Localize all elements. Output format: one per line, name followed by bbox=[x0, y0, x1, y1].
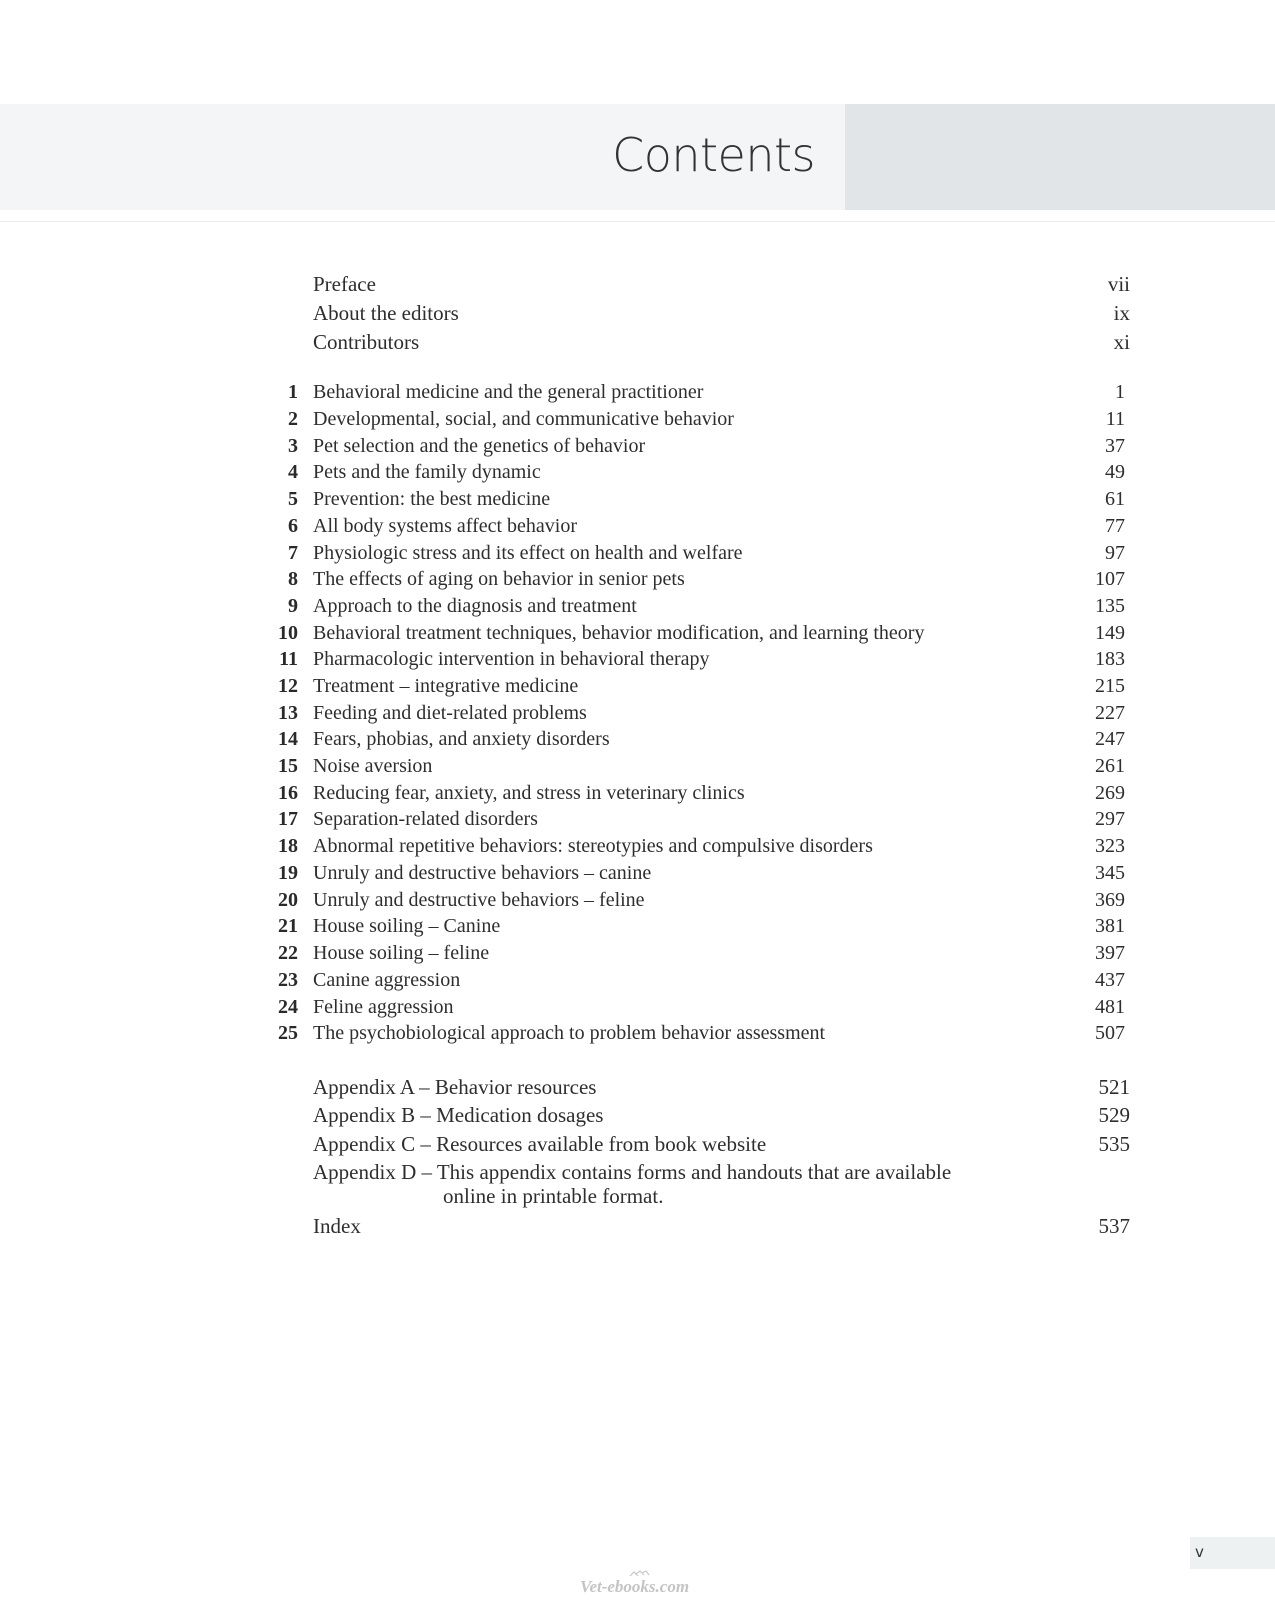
chapter-title: Pets and the family dynamic bbox=[313, 461, 541, 483]
toc-entry-title: Contributors bbox=[313, 330, 420, 354]
chapter-page: 37 bbox=[1105, 435, 1125, 457]
chapter-page: 507 bbox=[1095, 1022, 1125, 1044]
toc-chapter-7[interactable] bbox=[260, 541, 1130, 565]
chapter-page: 369 bbox=[1095, 889, 1125, 911]
chapter-title: Abnormal repetitive behaviors: stereotypies and compulsive disorders bbox=[313, 835, 873, 857]
chapter-title: All body systems affect behavior bbox=[313, 515, 578, 537]
toc-entry-preface[interactable] bbox=[260, 272, 1130, 296]
toc-chapter-10[interactable] bbox=[260, 621, 1130, 645]
chapter-title: Separation-related disorders bbox=[313, 808, 538, 830]
chapter-number: 6 bbox=[288, 515, 298, 537]
chapter-page: 77 bbox=[1105, 515, 1125, 537]
chapter-page: 135 bbox=[1095, 595, 1125, 617]
chapter-number: 20 bbox=[278, 889, 298, 911]
chapter-page: 61 bbox=[1105, 488, 1125, 510]
chapter-page: 1 bbox=[1115, 381, 1125, 403]
chapter-number: 8 bbox=[288, 568, 298, 590]
toc-chapter-22[interactable] bbox=[260, 941, 1130, 965]
chapter-title: Unruly and destructive behaviors – feline bbox=[313, 889, 645, 911]
chapter-page: 215 bbox=[1095, 675, 1125, 697]
toc-entry-title: Appendix D – This appendix contains forms and handouts that are available bbox=[313, 1160, 952, 1184]
toc-chapter-23[interactable] bbox=[260, 968, 1130, 992]
chapter-title: Fears, phobias, and anxiety disorders bbox=[313, 728, 610, 750]
chapter-page: 107 bbox=[1095, 568, 1125, 590]
chapter-page: 297 bbox=[1095, 808, 1125, 830]
chapter-title: Developmental, social, and communicative behavior bbox=[313, 408, 734, 430]
toc-chapter-25[interactable] bbox=[260, 1021, 1130, 1045]
chapter-number: 21 bbox=[278, 915, 298, 937]
chapter-number: 4 bbox=[288, 461, 298, 483]
toc-entry-index[interactable] bbox=[260, 1214, 1130, 1238]
toc-entry-title: Appendix B – Medication dosages bbox=[313, 1103, 604, 1127]
chapter-title: Behavioral treatment techniques, behavior modification, and learning theory bbox=[313, 622, 925, 644]
chapter-title: The effects of aging on behavior in senior pets bbox=[313, 568, 685, 590]
chapter-title: Feline aggression bbox=[313, 996, 454, 1018]
chapter-number: 16 bbox=[278, 782, 298, 804]
toc-chapter-13[interactable] bbox=[260, 701, 1130, 725]
chapter-title: Treatment – integrative medicine bbox=[313, 675, 579, 697]
toc-chapter-2[interactable] bbox=[260, 407, 1130, 431]
chapter-number: 5 bbox=[288, 488, 298, 510]
toc-chapter-21[interactable] bbox=[260, 914, 1130, 938]
toc-entry-page: vii bbox=[1107, 272, 1130, 296]
toc-entry-page: 521 bbox=[1098, 1075, 1130, 1099]
toc-entry-title: Index bbox=[313, 1214, 361, 1238]
chapter-page: 227 bbox=[1095, 702, 1125, 724]
chapter-number: 9 bbox=[288, 595, 298, 617]
toc-chapter-17[interactable] bbox=[260, 807, 1130, 831]
toc-entry-appendix-a[interactable] bbox=[260, 1075, 1130, 1099]
chapter-number: 14 bbox=[278, 728, 298, 750]
chapter-page: 97 bbox=[1105, 542, 1125, 564]
chapter-title: Approach to the diagnosis and treatment bbox=[313, 595, 637, 617]
chapter-number: 12 bbox=[278, 675, 298, 697]
toc-chapter-8[interactable] bbox=[260, 567, 1130, 591]
toc-entry-page: ix bbox=[1113, 301, 1130, 325]
chapter-number: 22 bbox=[278, 942, 298, 964]
toc-chapter-14[interactable] bbox=[260, 727, 1130, 751]
chapter-number: 3 bbox=[288, 435, 298, 457]
toc-entry-contributors[interactable] bbox=[260, 330, 1130, 354]
toc-entry-appendix-b[interactable] bbox=[260, 1103, 1130, 1127]
chapter-title: Feeding and diet-related problems bbox=[313, 702, 587, 724]
chapter-number: 18 bbox=[278, 835, 298, 857]
toc-entry-title-continuation: online in printable format. bbox=[443, 1184, 664, 1208]
watermark-text: Vet-ebooks.com bbox=[580, 1577, 690, 1596]
toc-chapter-11[interactable] bbox=[260, 647, 1130, 671]
chapter-title: Reducing fear, anxiety, and stress in veterinary clinics bbox=[313, 782, 745, 804]
chapter-title: Physiologic stress and its effect on health and welfare bbox=[313, 542, 743, 564]
chapter-title: Noise aversion bbox=[313, 755, 433, 777]
toc-chapter-18[interactable] bbox=[260, 834, 1130, 858]
toc-entry-about-editors[interactable] bbox=[260, 301, 1130, 325]
chapter-page: 397 bbox=[1095, 942, 1125, 964]
chapter-title: Pharmacologic intervention in behavioral therapy bbox=[313, 648, 710, 670]
toc-chapter-20[interactable] bbox=[260, 888, 1130, 912]
chapter-number: 11 bbox=[279, 648, 298, 670]
toc-entry-page: xi bbox=[1113, 330, 1130, 354]
toc-chapter-3[interactable] bbox=[260, 434, 1130, 458]
chapter-page: 11 bbox=[1105, 408, 1125, 430]
toc-chapter-16[interactable] bbox=[260, 781, 1130, 805]
chapter-number: 24 bbox=[278, 996, 298, 1018]
chapter-page: 261 bbox=[1095, 755, 1125, 777]
toc-entry-appendix-c[interactable] bbox=[260, 1132, 1130, 1156]
toc-chapter-19[interactable] bbox=[260, 861, 1130, 885]
chapter-title: Behavioral medicine and the general practitioner bbox=[313, 381, 704, 403]
toc-entry-title: Appendix C – Resources available from book website bbox=[313, 1132, 767, 1156]
chapter-page: 381 bbox=[1095, 915, 1125, 937]
chapter-number: 23 bbox=[278, 969, 298, 991]
toc-entry-title: Appendix A – Behavior resources bbox=[313, 1075, 597, 1099]
toc-entry-page: 529 bbox=[1098, 1103, 1130, 1127]
page-title: Contents bbox=[612, 128, 815, 182]
chapter-title: Prevention: the best medicine bbox=[313, 488, 551, 510]
chapter-page: 345 bbox=[1095, 862, 1125, 884]
chapter-number: 13 bbox=[278, 702, 298, 724]
chapter-number: 7 bbox=[288, 542, 298, 564]
chapter-page: 49 bbox=[1105, 461, 1125, 483]
chapter-number: 25 bbox=[278, 1022, 298, 1044]
toc-entry-title: About the editors bbox=[313, 301, 459, 325]
chapter-page: 481 bbox=[1095, 996, 1125, 1018]
chapter-page: 437 bbox=[1095, 969, 1125, 991]
chapter-number: 2 bbox=[288, 408, 298, 430]
toc-chapter-6[interactable] bbox=[260, 514, 1130, 538]
chapter-title: House soiling – feline bbox=[313, 942, 490, 964]
chapter-title: Unruly and destructive behaviors – canine bbox=[313, 862, 652, 884]
chapter-number: 15 bbox=[278, 755, 298, 777]
toc-chapter-24[interactable] bbox=[260, 995, 1130, 1019]
chapter-title: House soiling – Canine bbox=[313, 915, 501, 937]
toc-chapter-5[interactable] bbox=[260, 487, 1130, 511]
chapter-number: 17 bbox=[278, 808, 298, 830]
chapter-number: 19 bbox=[278, 862, 298, 884]
toc-entry-appendix-d[interactable] bbox=[260, 1160, 1130, 1210]
watermark-logo-icon bbox=[578, 1570, 698, 1600]
chapter-number: 1 bbox=[288, 381, 298, 403]
page-number: v bbox=[1195, 1543, 1204, 1561]
toc-chapter-12[interactable] bbox=[260, 674, 1130, 698]
chapter-page: 323 bbox=[1095, 835, 1125, 857]
chapter-title: The psychobiological approach to problem behavior assessment bbox=[313, 1022, 826, 1044]
chapter-number: 10 bbox=[278, 622, 298, 644]
toc-chapter-1[interactable] bbox=[260, 380, 1130, 404]
toc-chapter-4[interactable] bbox=[260, 460, 1130, 484]
chapter-title: Canine aggression bbox=[313, 969, 461, 991]
chapter-page: 183 bbox=[1095, 648, 1125, 670]
chapter-page: 269 bbox=[1095, 782, 1125, 804]
toc-entry-title: Preface bbox=[313, 272, 376, 296]
table-of-contents bbox=[260, 0, 1130, 1300]
toc-chapter-15[interactable] bbox=[260, 754, 1130, 778]
toc-entry-page: 537 bbox=[1098, 1214, 1130, 1238]
chapter-page: 149 bbox=[1095, 622, 1125, 644]
chapter-title: Pet selection and the genetics of behavior bbox=[313, 435, 646, 457]
toc-entry-page: 535 bbox=[1098, 1132, 1130, 1156]
toc-chapter-9[interactable] bbox=[260, 594, 1130, 618]
chapter-page: 247 bbox=[1095, 728, 1125, 750]
